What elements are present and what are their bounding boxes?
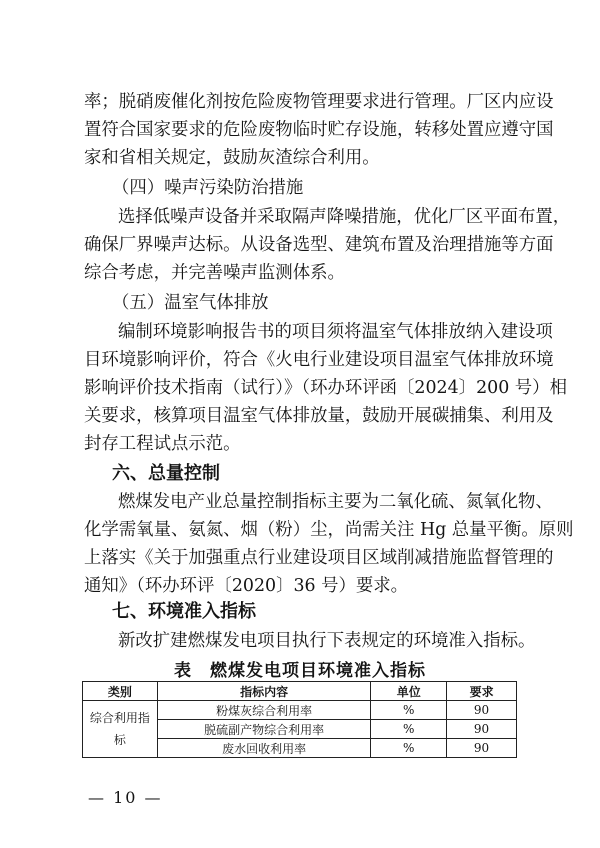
value-cell: 90 [447,701,517,720]
category-cell: 综合利用指标 [83,701,158,758]
value-cell: 90 [447,720,517,739]
text-line: 选择低噪声设备并采取隔声降噪措施，优化厂区平面布置， [118,207,571,227]
text-line: 影响评价技术指南（试行）》（环办环评函〔2024〕200 号）相 [84,378,567,398]
text-line: 家和省相关规定，鼓励灰渣综合利用。 [84,148,380,168]
text-line: 综合考虑，并完善噪声监测体系。 [84,263,345,283]
table-header-row [83,682,517,701]
text-line: 封存工程试点示范。 [84,434,241,454]
text-line: 率；脱硝废催化剂按危险废物管理要求进行管理。厂区内应设 [84,92,554,112]
section-heading-access-indicators: 七、环境准入指标 [112,601,256,622]
section-heading-noise: （四）噪声污染防治措施 [112,178,304,198]
unit-cell: % [371,739,447,758]
header-category: 类别 [83,682,158,701]
page-number: — 10 — [88,788,163,807]
section-heading-ghg: （五）温室气体排放 [112,293,269,313]
indicator-cell: 粉煤灰综合利用率 [157,701,370,720]
unit-cell: % [371,720,447,739]
text-line: 新改扩建燃煤发电项目执行下表规定的环境准入指标。 [118,631,536,651]
text-line: 通知》（环办环评〔2020〕36 号）要求。 [84,576,409,596]
text-line: 上落实《关于加强重点行业建设项目区域削减措施监督管理的 [84,548,554,568]
paragraph-access-intro [84,627,536,655]
access-indicator-table [82,681,517,758]
paragraph-ghg [84,318,567,458]
section-heading-total-control: 六、总量控制 [112,463,220,484]
value-cell: 90 [447,739,517,758]
text-line: 置符合国家要求的危险废物临时贮存设施，转移处置应遵守国 [84,120,554,140]
paragraph-total-control [84,488,574,600]
unit-cell: % [371,701,447,720]
text-line: 燃煤发电产业总量控制指标主要为二氧化硫、氮氧化物、 [118,492,553,512]
text-line: 化学需氧量、氨氮、烟（粉）尘，尚需关注 Hg 总量平衡。原则 [84,520,574,540]
indicator-cell: 脱硫副产物综合利用率 [157,720,370,739]
header-requirement: 要求 [447,682,517,701]
header-indicator: 指标内容 [157,682,370,701]
text-line: 编制环境影响报告书的项目须将温室气体排放纳入建设项 [118,322,553,342]
paragraph-noise [84,203,571,287]
text-line: 确保厂界噪声达标。从设备选型、建筑布置及治理措施等方面 [84,235,554,255]
table-row [83,701,517,720]
text-line: 关要求，核算项目温室气体排放量，鼓励开展碳捕集、利用及 [84,406,554,426]
header-unit: 单位 [371,682,447,701]
indicator-cell: 废水回收利用率 [157,739,370,758]
table-title: 表 燃煤发电项目环境准入指标 [174,661,426,681]
paragraph-hazardous-waste [84,88,554,172]
text-line: 目环境影响评价，符合《火电行业建设项目温室气体排放环境 [84,350,554,370]
